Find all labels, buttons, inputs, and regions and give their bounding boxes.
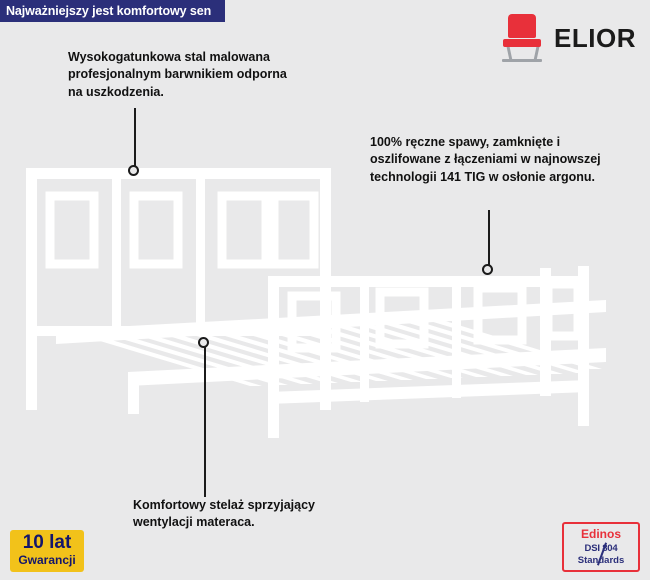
leader-line-frame xyxy=(204,345,206,497)
warranty-years: 10 lat xyxy=(22,532,72,553)
leader-line-welds xyxy=(488,210,490,268)
callout-dot-frame[interactable] xyxy=(198,337,209,348)
certificate-name: Edinos xyxy=(580,527,621,541)
certificate-badge xyxy=(562,522,640,572)
annotation-welds: 100% ręczne spawy, zamknięte i oszlifowane z łączeniami w najnowszej technologii 141 TIG w osłonie argonu. xyxy=(370,135,601,184)
leader-line-steel xyxy=(134,108,136,168)
certificate-standard-label: Standards xyxy=(577,555,625,566)
annotation-frame: Komfortowy stelaż sprzyjający wentylacji materaca. xyxy=(133,498,316,530)
callout-dot-welds[interactable] xyxy=(482,264,493,275)
certificate-standard-number: DSI 804 xyxy=(584,543,618,554)
headline-banner: Najważniejszy jest komfortowy sen xyxy=(0,0,225,22)
annotation-steel: Wysokogatunkowa stal malowana profesjonalnym barwnikiem odporna na uszkodzenia. xyxy=(68,50,287,99)
warranty-label: Gwarancji xyxy=(18,552,76,567)
callout-dot-steel[interactable] xyxy=(128,165,139,176)
warranty-badge xyxy=(10,530,84,572)
brand-name: ELIOR xyxy=(554,22,636,53)
